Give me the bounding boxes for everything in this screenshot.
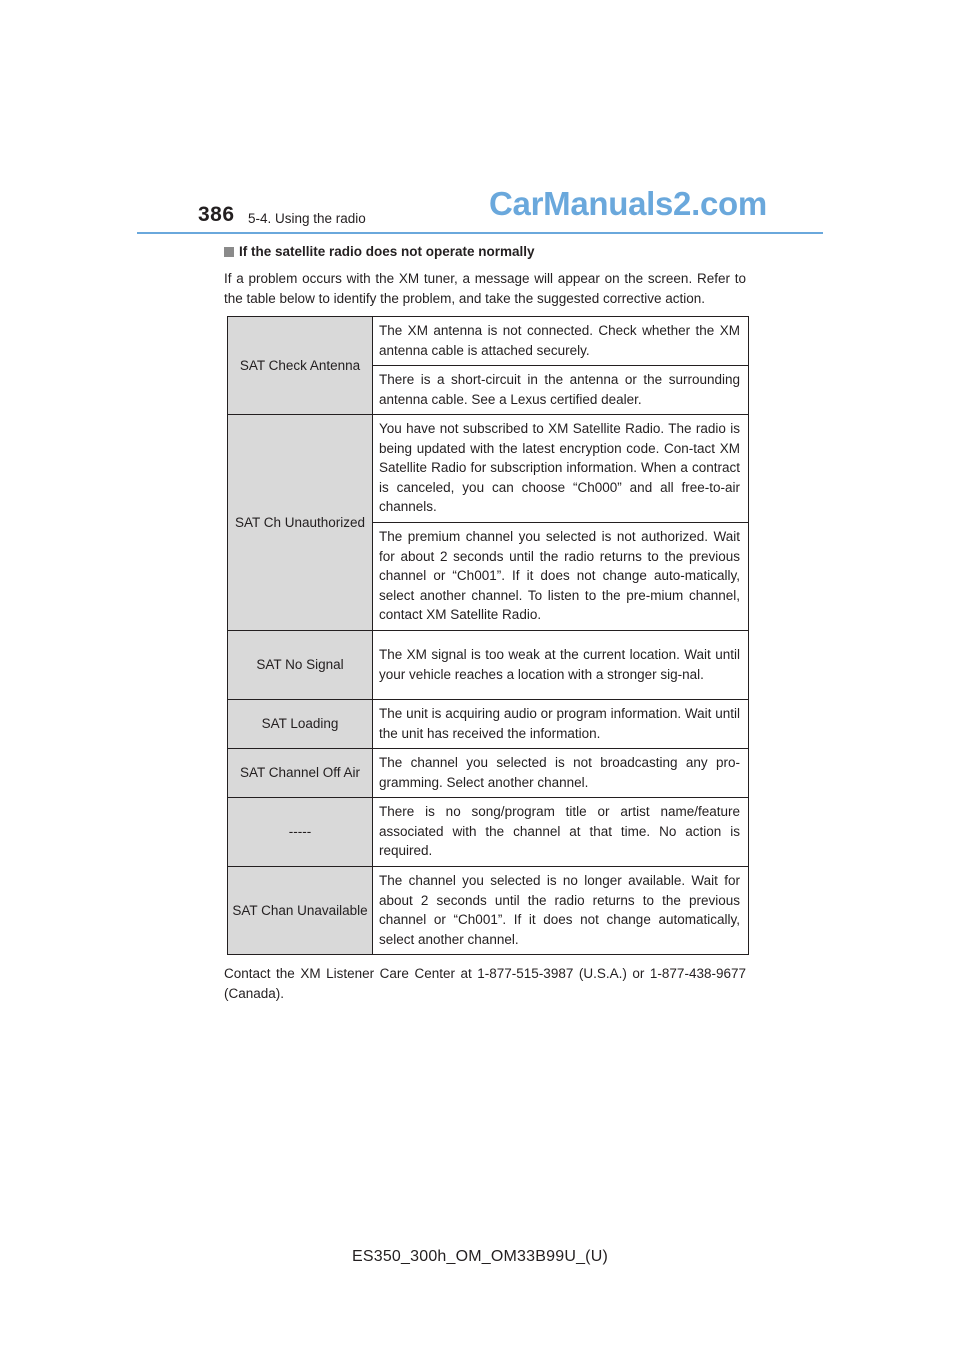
page-header (0, 0, 960, 240)
contact-paragraph: Contact the XM Listener Care Center at 1-877-515-3987 (U.S.A.) or 1-877-438-9677 (Canada). (224, 966, 746, 1001)
troubleshooting-table (227, 316, 749, 955)
document-footer: ES350_300h_OM_OM33B99U_(U) (351, 1248, 608, 1265)
message-description: The XM antenna is not connected. Check whether the XM antenna cable is attached securely. (373, 317, 749, 366)
message-label: SAT Check Antenna (228, 317, 373, 415)
table-row (228, 631, 749, 700)
message-description: You have not subscribed to XM Satellite Radio. The radio is being updated with the latest encryption code. Con-tact XM Satellite Radio for subscription information. When a contract is canceled, you can choose “Ch000” and all free-to-air channels. (373, 415, 749, 523)
message-description: The channel you selected is no longer available. Wait for about 2 seconds until the radio returns to the previous channel or “Ch001”. If it does not change automatically, select another channel. (373, 867, 749, 955)
square-bullet-icon (224, 247, 234, 257)
message-description: There is no song/program title or artist name/feature associated with the channel at that time. No action is required. (373, 798, 749, 867)
message-description: There is a short-circuit in the antenna or the surrounding antenna cable. See a Lexus certified dealer. (373, 366, 749, 415)
watermark: CarManuals2.com (489, 185, 767, 222)
header-rule (137, 232, 823, 234)
table-row (228, 415, 749, 523)
table-row (228, 700, 749, 749)
section-title: 5-4. Using the radio (248, 211, 366, 226)
message-description: The unit is acquiring audio or program information. Wait until the unit has received the information. (373, 700, 749, 749)
table-row (228, 317, 749, 366)
table-row (228, 749, 749, 798)
section-heading (224, 244, 535, 259)
table-row (228, 798, 749, 867)
message-label: SAT Loading (228, 700, 373, 749)
message-label: SAT No Signal (228, 631, 373, 700)
message-label: ----- (228, 798, 373, 867)
page-number: 386 (198, 203, 235, 226)
message-description: The channel you selected is not broadcasting any pro-gramming. Select another channel. (373, 749, 749, 798)
message-description: The XM signal is too weak at the current location. Wait until your vehicle reaches a location with a stronger sig-nal. (373, 631, 749, 700)
table-row (228, 867, 749, 955)
intro-paragraph: If a problem occurs with the XM tuner, a message will appear on the screen. Refer to the table below to identify the problem, and take the suggested corrective action. (224, 271, 746, 306)
section-heading-text: If the satellite radio does not operate normally (239, 244, 535, 259)
message-label: SAT Chan Unavailable (228, 867, 373, 955)
message-label: SAT Ch Unauthorized (228, 415, 373, 631)
message-label: SAT Channel Off Air (228, 749, 373, 798)
message-description: The premium channel you selected is not authorized. Wait for about 2 seconds until the radio returns to the previous channel or “Ch001”. If it does not change auto-matically, select another channel. To listen to the pre-mium channel, contact XM Satellite Radio. (373, 523, 749, 631)
